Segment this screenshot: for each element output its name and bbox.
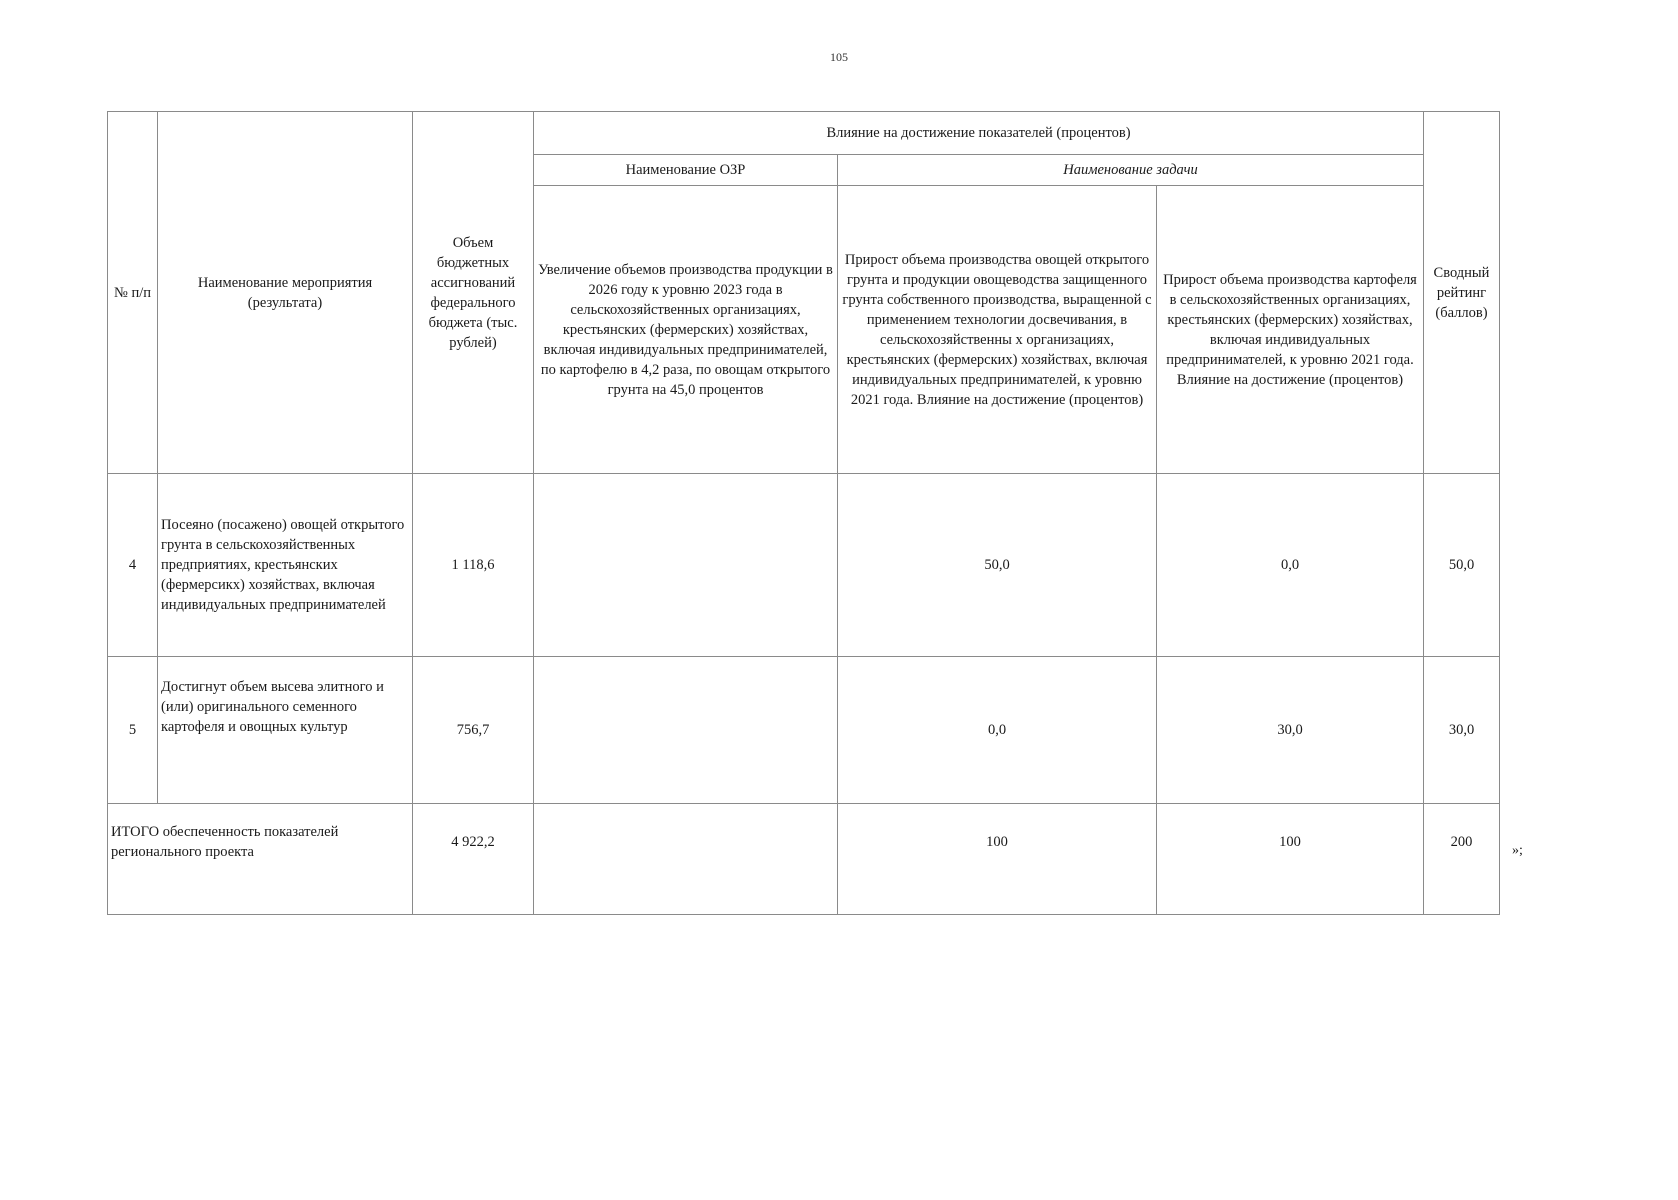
total-rating: 200 (1424, 804, 1500, 915)
row-task1: 50,0 (838, 474, 1157, 657)
header-task-name: Наименование задачи (838, 155, 1424, 186)
row-ozr (534, 657, 838, 804)
influence-table (107, 111, 1500, 915)
header-num: № п/п (108, 112, 158, 474)
header-budget: Объем бюджетных ассигнований федерального бюджета (тыс. рублей) (413, 112, 534, 474)
table-row (108, 657, 1500, 804)
total-budget: 4 922,2 (413, 804, 534, 915)
row-name: Посеяно (посажено) овощей открытого грунта в сельскохозяйственных предприятиях, крестьянских (фермерсикх) хозяйствах, включая индивидуальных предпринимателей (158, 474, 413, 657)
header-col-ozr: Увеличение объемов производства продукции в 2026 году к уровню 2023 года в сельскохозяйственных организациях, крестьянских (фермерских) хозяйствах, включая индивидуальных предпринимателей, по картофелю в 4,2 раза, по овощам открытого грунта на 45,0 процентов (534, 186, 838, 474)
header-ozr-name: Наименование ОЗР (534, 155, 838, 186)
table-row (108, 474, 1500, 657)
row-budget: 756,7 (413, 657, 534, 804)
row-num: 4 (108, 474, 158, 657)
row-task2: 30,0 (1157, 657, 1424, 804)
row-num: 5 (108, 657, 158, 804)
closing-quote-mark: »; (1512, 843, 1523, 858)
total-task2: 100 (1157, 804, 1424, 915)
row-budget: 1 118,6 (413, 474, 534, 657)
header-rating: Сводный рейтинг (баллов) (1424, 112, 1500, 474)
header-influence-group: Влияние на достижение показателей (процентов) (534, 112, 1424, 155)
row-task1: 0,0 (838, 657, 1157, 804)
row-rating: 30,0 (1424, 657, 1500, 804)
header-col-task1: Прирост объема производства овощей открытого грунта и продукции овощеводства защищенного грунта собственного производства, выращенной с применением технологии досвечивания, в сельскохозяйственны х организациях, крестьянских (фермерских) хозяйствах, включая индивидуальных предпринимателей, к уровню 2021 года. Влияние на достижение (процентов) (838, 186, 1157, 474)
header-col-task2: Прирост объема производства картофеля в сельскохозяйственных организациях, крестьянских (фермерских) хозяйствах, включая индивидуальных предпринимателей, к уровню 2021 года. Влияние на достижение (процентов) (1157, 186, 1424, 474)
total-task1: 100 (838, 804, 1157, 915)
header-event-name: Наименование мероприятия (результата) (158, 112, 413, 474)
total-label: ИТОГО обеспеченность показателей регионального проекта (108, 804, 413, 915)
row-ozr (534, 474, 838, 657)
header-row-1 (108, 112, 1500, 155)
row-rating: 50,0 (1424, 474, 1500, 657)
page-number: 105 (830, 50, 848, 64)
total-row (108, 804, 1500, 915)
row-name: Достигнут объем высева элитного и (или) оригинального семенного картофеля и овощных культур (158, 657, 413, 804)
total-ozr (534, 804, 838, 915)
row-task2: 0,0 (1157, 474, 1424, 657)
